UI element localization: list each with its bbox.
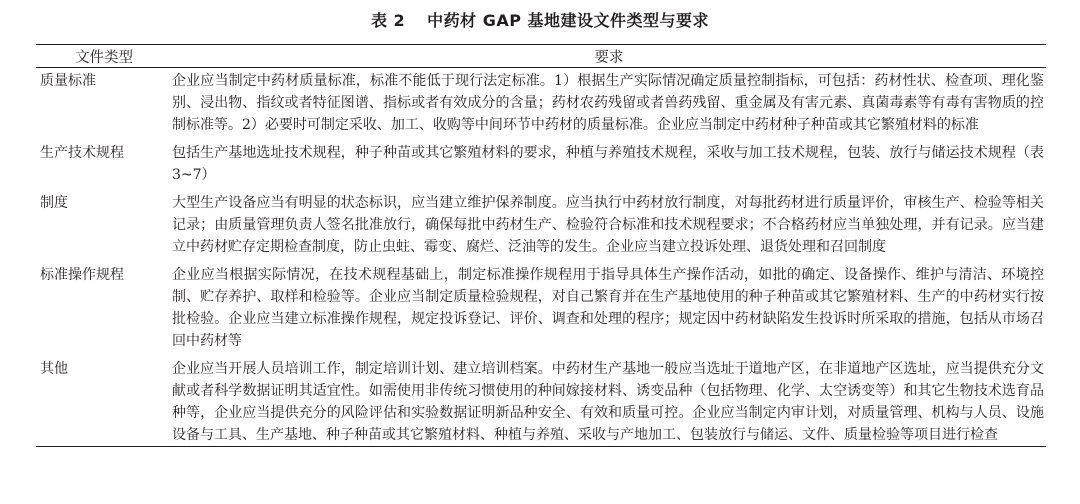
- table-row: [36, 192, 1046, 258]
- row-type: 其他: [40, 361, 68, 377]
- row-type: 标准操作规程: [40, 267, 124, 283]
- table-bottom-rule: [36, 446, 1046, 447]
- table-row: [36, 358, 1046, 446]
- table-header-row: [36, 45, 1046, 67]
- table-row: [36, 70, 1046, 136]
- row-requirement: 包括生产基地选址技术规程，种子种苗或其它繁殖材料的要求，种植与养殖技术规程，采收与加工技术规程，包装、放行与储运技术规程（表 3~7）: [172, 145, 1044, 183]
- row-requirement: 大型生产设备应当有明显的状态标识，应当建立维护保养制度。应当执行中药材放行制度，对每批药材进行质量评价，审核生产、检验等相关记录；由质量管理负责人签名批准放行，确保每批中药材生产、检验符合标准和技术规程要求；不合格药材应当单独处理，并有记录。应当建立中药材贮存定期检查制度，防止虫蛀、霉变、腐烂、泛油等的发生。企业应当建立投诉处理、退货处理和召回制度: [172, 195, 1044, 255]
- table-number: 表 2: [370, 11, 406, 30]
- table-caption: [0, 8, 1080, 31]
- row-requirement: 企业应当根据实际情况，在技术规程基础上，制定标准操作规程用于指导具体生产操作活动，如批的确定、设备操作、维护与清洁、环境控制、贮存养护、取样和检验等。企业应当制定质量检验规程，对自己繁育并在生产基地使用的种子种苗或其它繁殖材料、生产的中药材实行按批检验。企业应当建立标准操作规程，规定投诉登记、评价、调查和处理的程序；规定因中药材缺陷发生投诉时所采取的措施，包括从市场召回中药材等: [172, 267, 1044, 349]
- row-type: 质量标准: [40, 73, 96, 89]
- table-row: [36, 264, 1046, 352]
- row-requirement: 企业应当开展人员培训工作，制定培训计划、建立培训档案。中药材生产基地一般应当选址于道地产区，在非道地产区选址，应当提供充分文献或者科学数据证明其适宜性。如需使用非传统习惯使用的种间嫁接材料、诱变品种（包括物理、化学、太空诱变等）和其它生物技术选育品种等，企业应当提供充分的风险评估和实验数据证明新品种安全、有效和质量可控。企业应当制定内审计划，对质量管理、机构与人员、设施设备与工具、生产基地、种子种苗或其它繁殖材料、种植与养殖、采收与产地加工、包装放行与储运、文件、质量检验等项目进行检查: [172, 361, 1044, 443]
- row-requirement: 企业应当制定中药材质量标准，标准不能低于现行法定标准。1）根据生产实际情况确定质量控制指标，可包括：药材性状、检查项、理化鉴别、浸出物、指纹或者特征图谱、指标或者有效成分的含量；药材农药残留或者兽药残留、重金属及有害元素、真菌毒素等有毒有害物质的控制标准等。2）必要时可制定采收、加工、收购等中间环节中药材的质量标准。企业应当制定中药材种子种苗或其它繁殖材料的标准: [172, 73, 1044, 133]
- header-file-type: 文件类型: [75, 49, 133, 66]
- table-row: [36, 142, 1046, 186]
- header-requirement: 要求: [594, 49, 624, 66]
- table-title: 中药材 GAP 基地建设文件类型与要求: [427, 11, 710, 30]
- requirements-table: [36, 44, 1046, 447]
- row-type: 制度: [40, 195, 68, 211]
- table-header-rule: [36, 67, 1046, 68]
- row-type: 生产技术规程: [40, 145, 124, 161]
